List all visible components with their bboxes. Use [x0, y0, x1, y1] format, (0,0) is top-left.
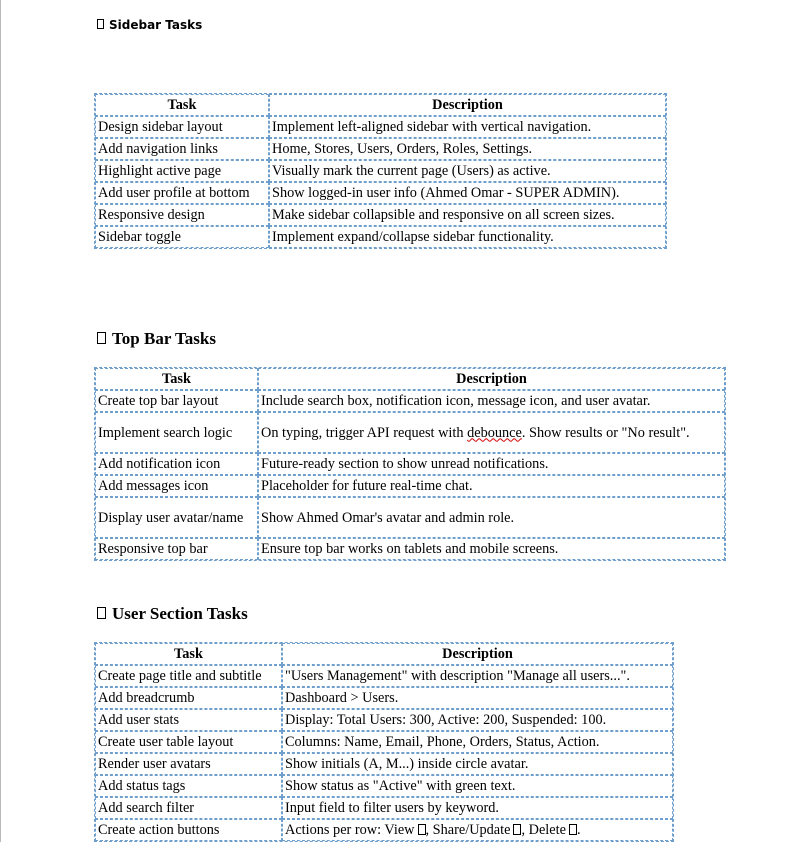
description-text: . Show results or "No result".: [521, 424, 690, 441]
description-cell: Input field to filter users by keyword.: [282, 797, 673, 819]
sidebar-heading-text: Sidebar Tasks: [109, 18, 203, 32]
col-description-header: Description: [269, 94, 666, 116]
task-cell: Add navigation links: [95, 138, 269, 160]
table-row: [95, 665, 673, 687]
task-cell: Render user avatars: [95, 753, 282, 775]
table-row: [95, 753, 673, 775]
table-row: [95, 138, 666, 160]
task-cell: Add breadcrumb: [95, 687, 282, 709]
task-cell: Design sidebar layout: [95, 116, 269, 138]
description-cell: Show Ahmed Omar's avatar and admin role.: [258, 497, 725, 538]
table-row: [95, 182, 666, 204]
description-cell: Visually mark the current page (Users) as active.: [269, 160, 666, 182]
description-cell: Implement expand/collapse sidebar functionality.: [269, 226, 666, 248]
task-cell: Add notification icon: [95, 453, 258, 475]
task-cell: Display user avatar/name: [95, 497, 258, 538]
task-cell: Implement search logic: [95, 412, 258, 453]
description-text: , Share/Update: [425, 822, 511, 838]
col-description-header: Description: [282, 643, 673, 665]
table-row: [95, 116, 666, 138]
task-cell: Add search filter: [95, 797, 282, 819]
user-section-tasks-table: [94, 642, 674, 842]
col-task-header: Task: [95, 368, 258, 390]
task-cell: Sidebar toggle: [95, 226, 269, 248]
table-row: [95, 412, 725, 453]
sidebar-tasks-table: [94, 93, 667, 249]
description-cell: Dashboard > Users.: [282, 687, 673, 709]
table-row: [95, 797, 673, 819]
description-text: On typing, trigger API request with: [261, 424, 468, 441]
box-glyph-icon: [97, 19, 104, 29]
task-cell: Create user table layout: [95, 731, 282, 753]
table-row: [95, 453, 725, 475]
delete-glyph-icon: [569, 824, 577, 835]
col-task-header: Task: [95, 643, 282, 665]
description-cell: Future-ready section to show unread notifications.: [258, 453, 725, 475]
description-cell: [258, 412, 725, 453]
table-row: [95, 775, 673, 797]
page-left-edge: [0, 0, 1, 842]
spellcheck-flagged-word: debounce: [467, 424, 522, 441]
view-glyph-icon: [418, 824, 426, 835]
description-cell: "Users Management" with description "Manage all users...".: [282, 665, 673, 687]
description-cell: Make sidebar collapsible and responsive on all screen sizes.: [269, 204, 666, 226]
description-cell: Show initials (A, M...) inside circle avatar.: [282, 753, 673, 775]
sidebar-tasks-heading: [97, 18, 202, 32]
description-cell: Placeholder for future real-time chat.: [258, 475, 725, 497]
description-cell: Show logged-in user info (Ahmed Omar - SUPER ADMIN).: [269, 182, 666, 204]
table-row: [95, 204, 666, 226]
description-text: .: [576, 822, 581, 838]
topbar-tasks-heading: [97, 329, 216, 349]
table-row: [95, 160, 666, 182]
table-row: [95, 475, 725, 497]
user-section-tasks-heading: [97, 604, 248, 624]
description-cell: Implement left-aligned sidebar with vertical navigation.: [269, 116, 666, 138]
task-cell: Add user stats: [95, 709, 282, 731]
table-row: [95, 226, 666, 248]
description-cell: Show status as "Active" with green text.: [282, 775, 673, 797]
table-row: [95, 709, 673, 731]
col-task-header: Task: [95, 94, 269, 116]
description-cell: Ensure top bar works on tablets and mobile screens.: [258, 538, 725, 560]
description-cell: Include search box, notification icon, message icon, and user avatar.: [258, 390, 725, 412]
topbar-heading-text: Top Bar Tasks: [112, 329, 216, 348]
table-header-row: [95, 643, 673, 665]
table-row: [95, 731, 673, 753]
table-row: [95, 497, 725, 538]
box-glyph-icon: [97, 332, 106, 344]
task-cell: Highlight active page: [95, 160, 269, 182]
task-cell: Add messages icon: [95, 475, 258, 497]
description-text: , Delete: [521, 822, 566, 838]
description-cell: Columns: Name, Email, Phone, Orders, Status, Action.: [282, 731, 673, 753]
task-cell: Create top bar layout: [95, 390, 258, 412]
user-section-heading-text: User Section Tasks: [112, 604, 248, 623]
task-cell: Responsive top bar: [95, 538, 258, 560]
table-row: [95, 687, 673, 709]
task-cell: Create page title and subtitle: [95, 665, 282, 687]
topbar-tasks-table: [94, 367, 726, 561]
col-description-header: Description: [258, 368, 725, 390]
description-cell: [282, 819, 673, 841]
description-cell: Home, Stores, Users, Orders, Roles, Settings.: [269, 138, 666, 160]
table-row: [95, 819, 673, 841]
table-header-row: [95, 94, 666, 116]
task-cell: Add status tags: [95, 775, 282, 797]
table-header-row: [95, 368, 725, 390]
description-text: Actions per row: View: [285, 822, 415, 838]
description-cell: Display: Total Users: 300, Active: 200, Suspended: 100.: [282, 709, 673, 731]
task-cell: Add user profile at bottom: [95, 182, 269, 204]
table-row: [95, 538, 725, 560]
task-cell: Responsive design: [95, 204, 269, 226]
task-cell: Create action buttons: [95, 819, 282, 841]
box-glyph-icon: [97, 607, 106, 619]
table-row: [95, 390, 725, 412]
